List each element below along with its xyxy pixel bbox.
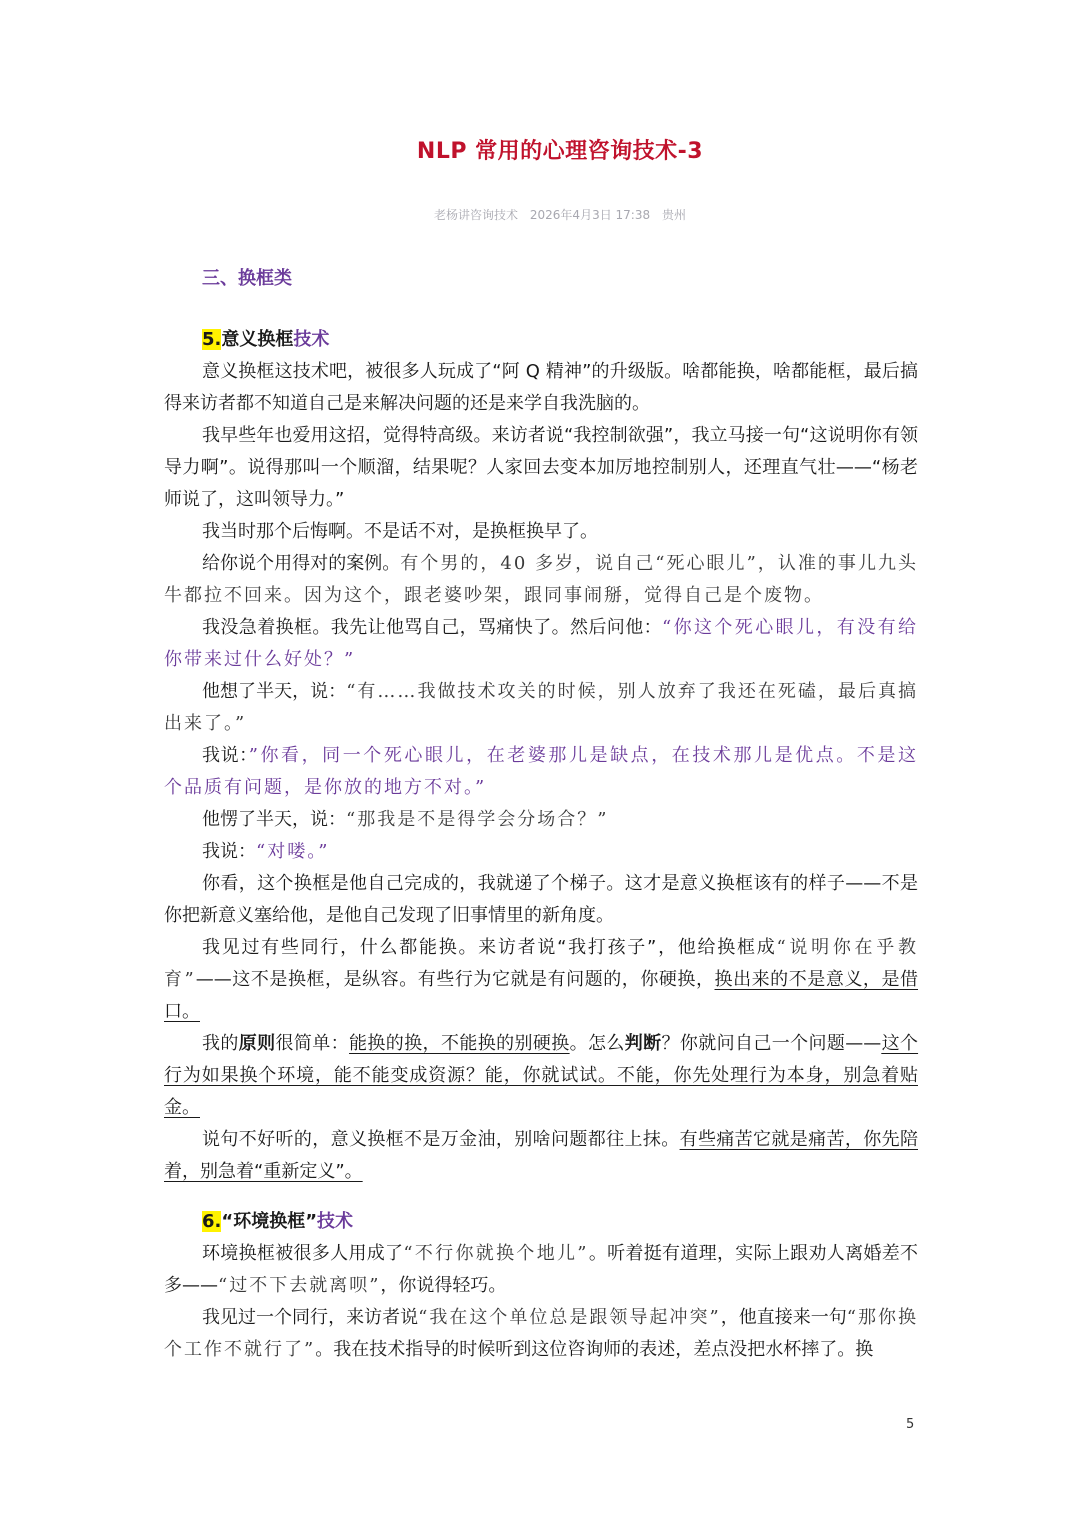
paragraph: 我的原则很简单：能换的换，不能换的别硬换。怎么判断？你就问自己一个问题——这个行为如果换个环境，能不能变成资源？能，你就试试。不能，你先处理行为本身，别急着贴金。: [164, 1033, 919, 1118]
article-body: [164, 324, 918, 1188]
paragraph: 环境换框被很多人用成了“不行你就换个地儿”。听着挺有道理，实际上跟劝人离婚差不多——“过不下去就离呗”，你说得轻巧。: [164, 1243, 919, 1296]
paragraph: 我当时那个后悔啊。不是话不对，是换框换早了。: [202, 521, 598, 542]
article-body-2: [164, 1206, 918, 1366]
paragraph: 我没急着换框。我先让他骂自己，骂痛快了。然后问他：“你这个死心眼儿，有没有给你带来过什么好处？”: [164, 617, 919, 670]
page-number: 5: [906, 1417, 915, 1432]
publish-date: 2026年4月3日 17:38: [529, 208, 651, 222]
paragraph: 我见过一个同行，来访者说“我在这个单位总是跟领导起冲突”，他直接来一句“那你换个工作不就行了”。我在技术指导的时候听到这位咨询师的表述，差点没把水杯摔了。换: [164, 1307, 919, 1360]
paragraph: 他想了半天，说：“有……我做技术攻关的时候，别人放弃了我还在死磕，最后真搞出来了。”: [164, 681, 919, 734]
location: 贵州: [661, 208, 686, 222]
paragraph: 给你说个用得对的案例。有个男的，40 多岁，说自己“死心眼儿”，认准的事儿九头牛都拉不回来。因为这个，跟老婆吵架，跟同事闹掰，觉得自己是个废物。: [164, 553, 918, 606]
page-title: NLP 常用的心理咨询技术-3: [416, 139, 704, 164]
paragraph: 他愣了半天，说：“那我是不是得学会分场合？”: [202, 809, 609, 830]
paragraph: 我说：”你看，同一个死心眼儿，在老婆那儿是缺点，在技术那儿是优点。不是这个品质有问题，是你放的地方不对。”: [164, 745, 919, 798]
author[interactable]: 老杨讲咨询技术: [434, 208, 519, 222]
paragraph: 意义换框这技术吧，被很多人玩成了“阿 Q 精神”的升级版。啥都能换，啥都能框，最后搞得来访者都不知道自己是来解决问题的还是来学自我洗脑的。: [164, 361, 918, 414]
paragraph: 你看，这个换框是他自己完成的，我就递了个梯子。这才是意义换框该有的样子——不是你把新意义塞给他，是他自己发现了旧事情里的新角度。: [164, 873, 918, 926]
paragraph: 说句不好听的，意义换框不是万金油，别啥问题都往上抹。有些痛苦它就是痛苦，你先陪着，别急着“重新定义”。: [164, 1129, 918, 1182]
section-heading: 三、换框类: [202, 268, 292, 289]
subheading-5: 5.意义换框技术: [202, 329, 330, 350]
subheading-6: 6.“环境换框”技术: [202, 1211, 354, 1232]
paragraph: 我见过有些同行，什么都能换。来访者说“我打孩子”，他给换框成“说明你在乎教育”——这不是换框，是纵容。有些行为它就是有问题的，你硬换，换出来的不是意义，是借口。: [164, 937, 919, 1022]
paragraph: 我说：“对喽。”: [202, 841, 330, 862]
paragraph: 我早些年也爱用这招，觉得特高级。来访者说“我控制欲强”，我立马接一句“这说明你有领导力啊”。说得那叫一个顺溜，结果呢？人家回去变本加厉地控制别人，还理直气壮——“杨老师说了，这叫领导力。”: [164, 425, 918, 510]
article-meta: [0, 206, 1080, 223]
